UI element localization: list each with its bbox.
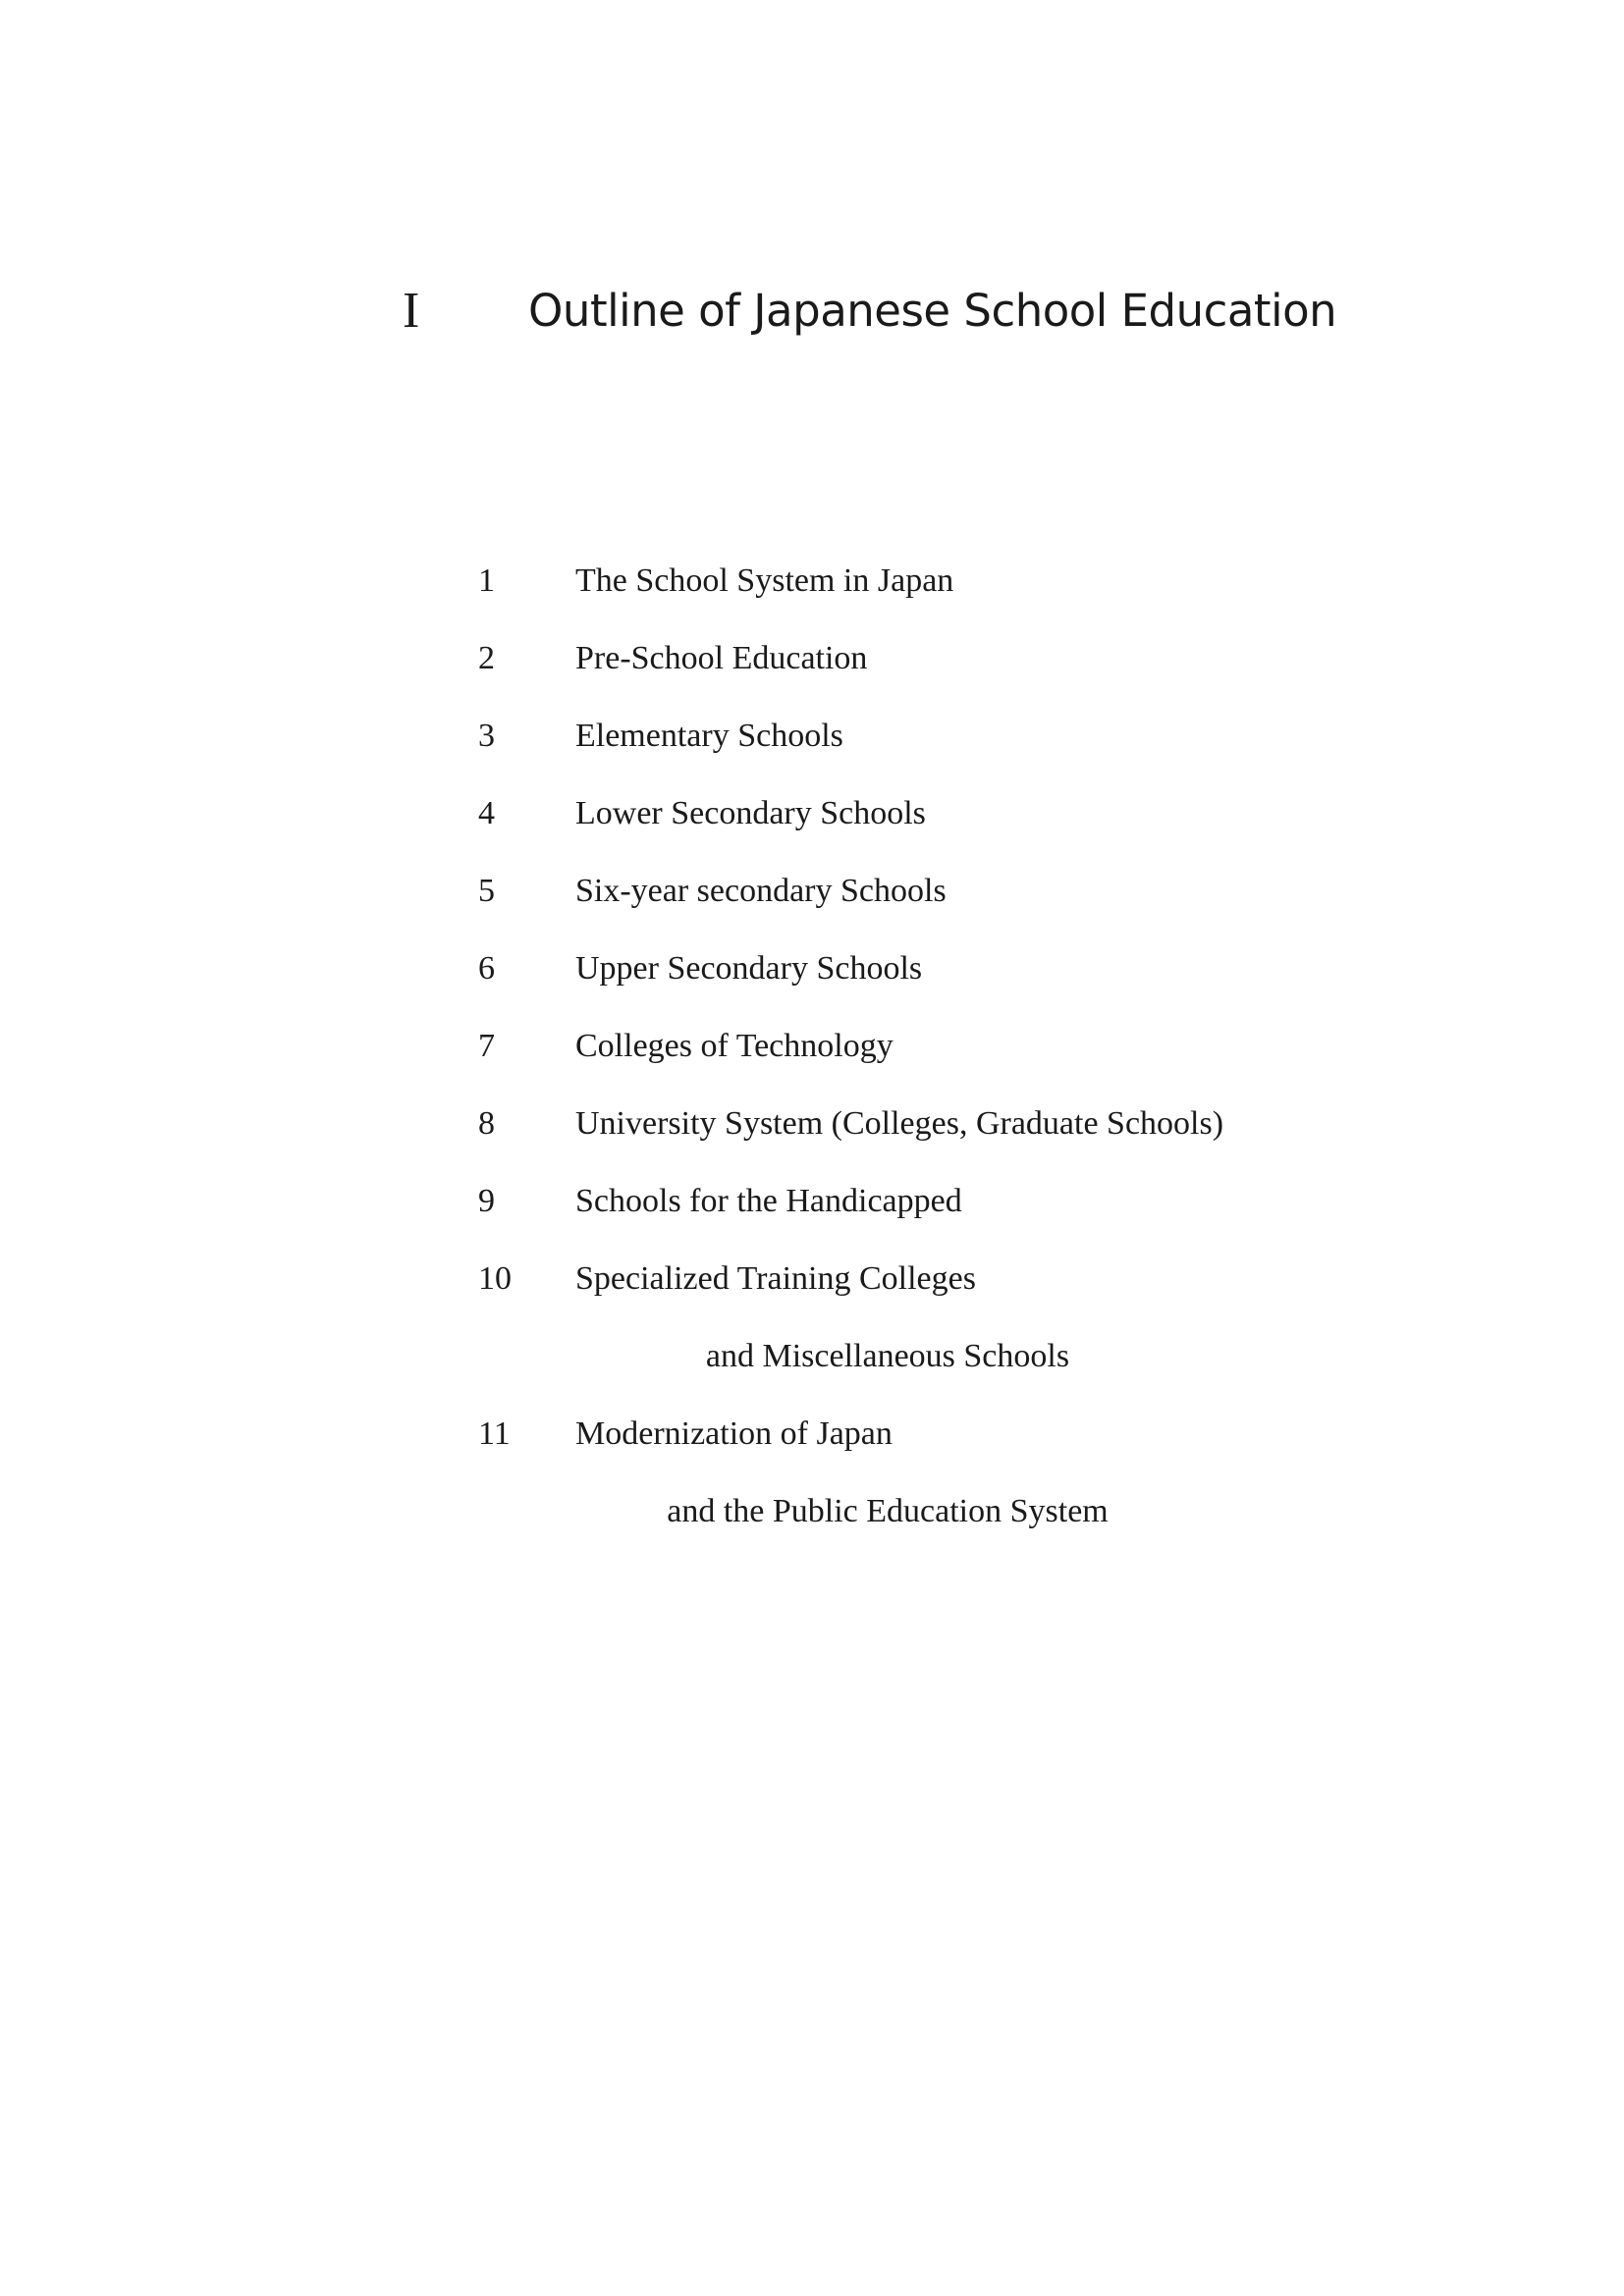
toc-item-number: 5: [478, 873, 495, 909]
toc-item-title: Pre-School Education: [575, 640, 868, 676]
toc-item-number: 7: [478, 1028, 495, 1064]
toc-item-number: 1: [478, 562, 495, 599]
toc-item: [0, 789, 1624, 867]
toc-item-continuation: [0, 1487, 1624, 1565]
toc-item-title: Upper Secondary Schools: [575, 950, 923, 987]
toc-item: [0, 557, 1624, 634]
toc-item-title: Lower Secondary Schools: [575, 795, 926, 831]
toc-item-number: 4: [478, 795, 495, 831]
toc-item-number: 2: [478, 640, 495, 676]
toc-item-continuation: [0, 1332, 1624, 1410]
section-numeral: I: [403, 283, 420, 339]
toc-item-number: 11: [478, 1415, 511, 1452]
toc-item-title: Elementary Schools: [575, 718, 843, 754]
toc-item-continuation-text: and the Public Education System: [667, 1493, 1109, 1529]
toc-item-continuation-text: and Miscellaneous Schools: [705, 1338, 1070, 1374]
table-of-contents: [0, 557, 1624, 1565]
toc-item: [0, 634, 1624, 712]
toc-item: [0, 1022, 1624, 1099]
toc-item: [0, 712, 1624, 789]
toc-item: [0, 1410, 1624, 1487]
toc-item-number: 8: [478, 1105, 495, 1142]
toc-item: [0, 944, 1624, 1022]
section-heading: [0, 277, 1624, 346]
toc-item-number: 10: [478, 1260, 512, 1297]
toc-item-title: Modernization of Japan: [575, 1415, 893, 1452]
toc-item: [0, 1177, 1624, 1255]
toc-item-number: 3: [478, 718, 495, 754]
toc-item-title: Colleges of Technology: [575, 1028, 893, 1064]
toc-item-title: Specialized Training Colleges: [575, 1260, 976, 1297]
toc-item-title: University System (Colleges, Graduate Schools): [575, 1105, 1224, 1142]
toc-item-number: 6: [478, 950, 495, 987]
toc-item-number: 9: [478, 1183, 495, 1219]
section-title: Outline of Japanese School Education: [528, 285, 1337, 337]
toc-item: [0, 1099, 1624, 1177]
toc-item: [0, 1255, 1624, 1332]
toc-item-title: Schools for the Handicapped: [575, 1183, 962, 1219]
toc-item-title: The School System in Japan: [575, 562, 954, 599]
toc-item: [0, 867, 1624, 944]
toc-item-title: Six-year secondary Schools: [575, 873, 947, 909]
